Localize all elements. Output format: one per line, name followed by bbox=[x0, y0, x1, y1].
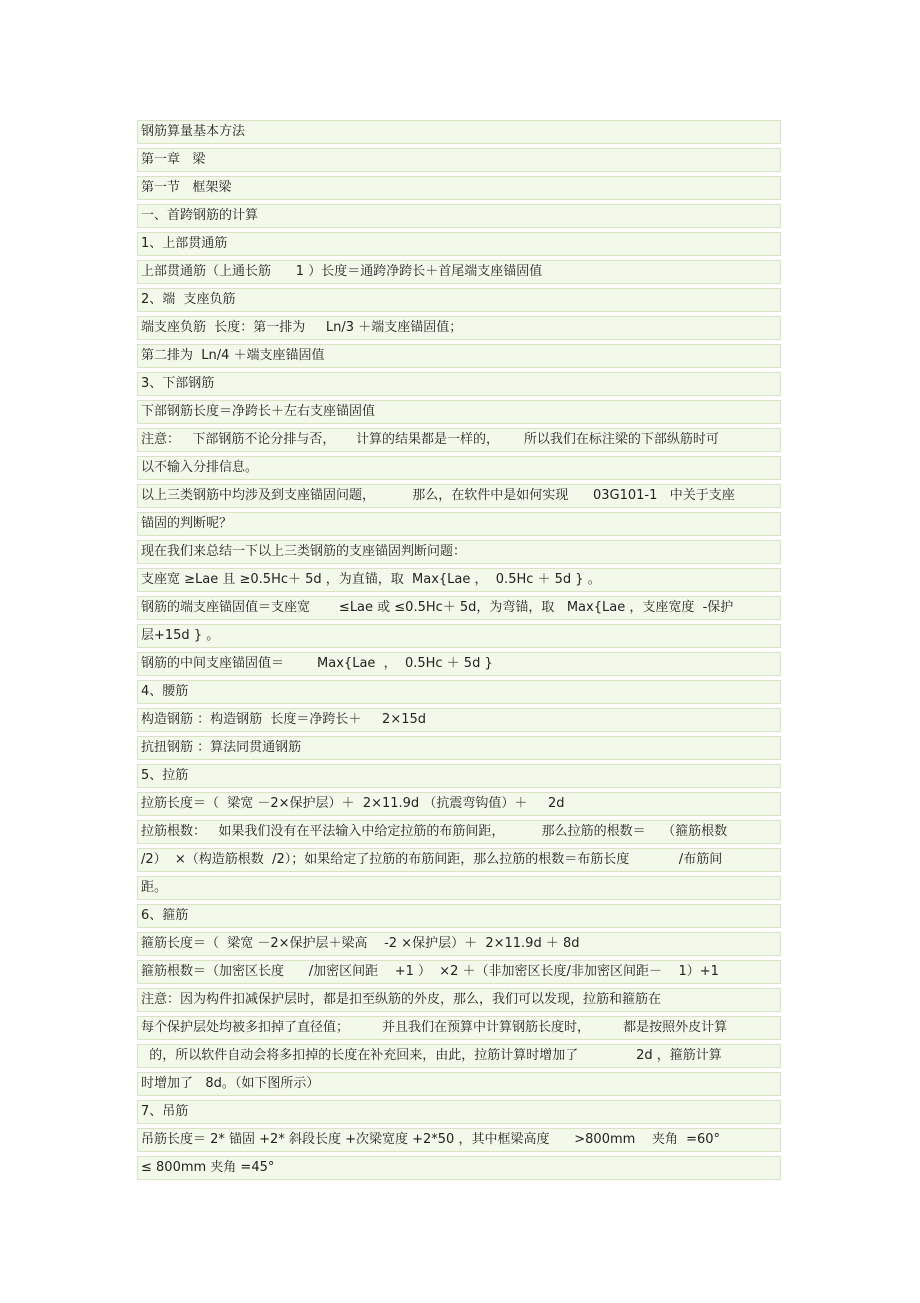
text-line: 每个保护层处均被多扣掉了直径值； 并且我们在预算中计算钢筋长度时， 都是按照外皮计算 bbox=[137, 1016, 781, 1040]
text-line: 抗扭钢筋 ：算法同贯通钢筋 bbox=[137, 736, 781, 760]
text-line: 以不输入分排信息。 bbox=[137, 456, 781, 480]
item-heading: 1、上部贯通筋 bbox=[137, 232, 781, 256]
item-heading: 5、拉筋 bbox=[137, 764, 781, 788]
item-heading: 2、端 支座负筋 bbox=[137, 288, 781, 312]
text-line: 注意：因为构件扣减保护层时，都是扣至纵筋的外皮，那么，我们可以发现，拉筋和箍筋在 bbox=[137, 988, 781, 1012]
text-line: 以上三类钢筋中均涉及到支座锚固问题， 那么，在软件中是如何实现 03G101-1 中关于支座 bbox=[137, 484, 781, 508]
text-line: 端支座负筋 长度：第一排为 Ln/3 ＋端支座锚固值； bbox=[137, 316, 781, 340]
item-heading: 7、吊筋 bbox=[137, 1100, 781, 1124]
text-line: ≤ 800mm 夹角 =45° bbox=[137, 1156, 781, 1180]
text-line: 构造钢筋 ：构造钢筋 长度＝净跨长＋ 2×15d bbox=[137, 708, 781, 732]
text-line: 第二排为 Ln/4 ＋端支座锚固值 bbox=[137, 344, 781, 368]
text-line: 时增加了 8d。（如下图所示） bbox=[137, 1072, 781, 1096]
document-body bbox=[137, 120, 781, 1184]
text-line: 上部贯通筋（上通长筋 1 ）长度＝通跨净跨长＋首尾端支座锚固值 bbox=[137, 260, 781, 284]
text-line: 钢筋的端支座锚固值＝支座宽 ≤Lae 或 ≤0.5Hc＋ 5d，为弯锚，取 Max{Lae ，支座宽度 -保护 bbox=[137, 596, 781, 620]
item-heading: 6、箍筋 bbox=[137, 904, 781, 928]
text-line: 现在我们来总结一下以上三类钢筋的支座锚固判断问题： bbox=[137, 540, 781, 564]
text-line: 支座宽 ≥Lae 且 ≥0.5Hc＋ 5d ，为直锚，取 Max{Lae ， 0.5Hc ＋ 5d } 。 bbox=[137, 568, 781, 592]
item-heading: 4、腰筋 bbox=[137, 680, 781, 704]
section-heading: 第一节 框架梁 bbox=[137, 176, 781, 200]
subsection-heading: 一、首跨钢筋的计算 bbox=[137, 204, 781, 228]
text-line: 箍筋长度＝（ 梁宽 －2×保护层＋梁高 -2 ×保护层）＋ 2×11.9d ＋ 8d bbox=[137, 932, 781, 956]
text-line: 吊筋长度＝ 2* 锚固 +2* 斜段长度 +次梁宽度 +2*50 ，其中框梁高度 >800mm 夹角 =60° bbox=[137, 1128, 781, 1152]
doc-title: 钢筋算量基本方法 bbox=[137, 120, 781, 144]
text-line: 层+15d } 。 bbox=[137, 624, 781, 648]
text-line: 拉筋根数： 如果我们没有在平法输入中给定拉筋的布筋间距， 那么拉筋的根数＝ （箍筋根数 bbox=[137, 820, 781, 844]
text-line: 锚固的判断呢？ bbox=[137, 512, 781, 536]
chapter-heading: 第一章 梁 bbox=[137, 148, 781, 172]
text-line: 注意： 下部钢筋不论分排与否， 计算的结果都是一样的， 所以我们在标注梁的下部纵筋时可 bbox=[137, 428, 781, 452]
text-line: 拉筋长度＝（ 梁宽 －2×保护层）＋ 2×11.9d （抗震弯钩值）＋ 2d bbox=[137, 792, 781, 816]
text-line: 钢筋的中间支座锚固值＝ Max{Lae ， 0.5Hc ＋ 5d } bbox=[137, 652, 781, 676]
text-line: 下部钢筋长度＝净跨长＋左右支座锚固值 bbox=[137, 400, 781, 424]
text-line: 的，所以软件自动会将多扣掉的长度在补充回来，由此，拉筋计算时增加了 2d ，箍筋计算 bbox=[137, 1044, 781, 1068]
text-line: 箍筋根数＝（加密区长度 /加密区间距 +1 ） ×2 ＋（非加密区长度/非加密区间距－ 1）+1 bbox=[137, 960, 781, 984]
text-line: 距。 bbox=[137, 876, 781, 900]
text-line: /2） ×（构造筋根数 /2）；如果给定了拉筋的布筋间距，那么拉筋的根数＝布筋长度 /布筋间 bbox=[137, 848, 781, 872]
item-heading: 3、下部钢筋 bbox=[137, 372, 781, 396]
